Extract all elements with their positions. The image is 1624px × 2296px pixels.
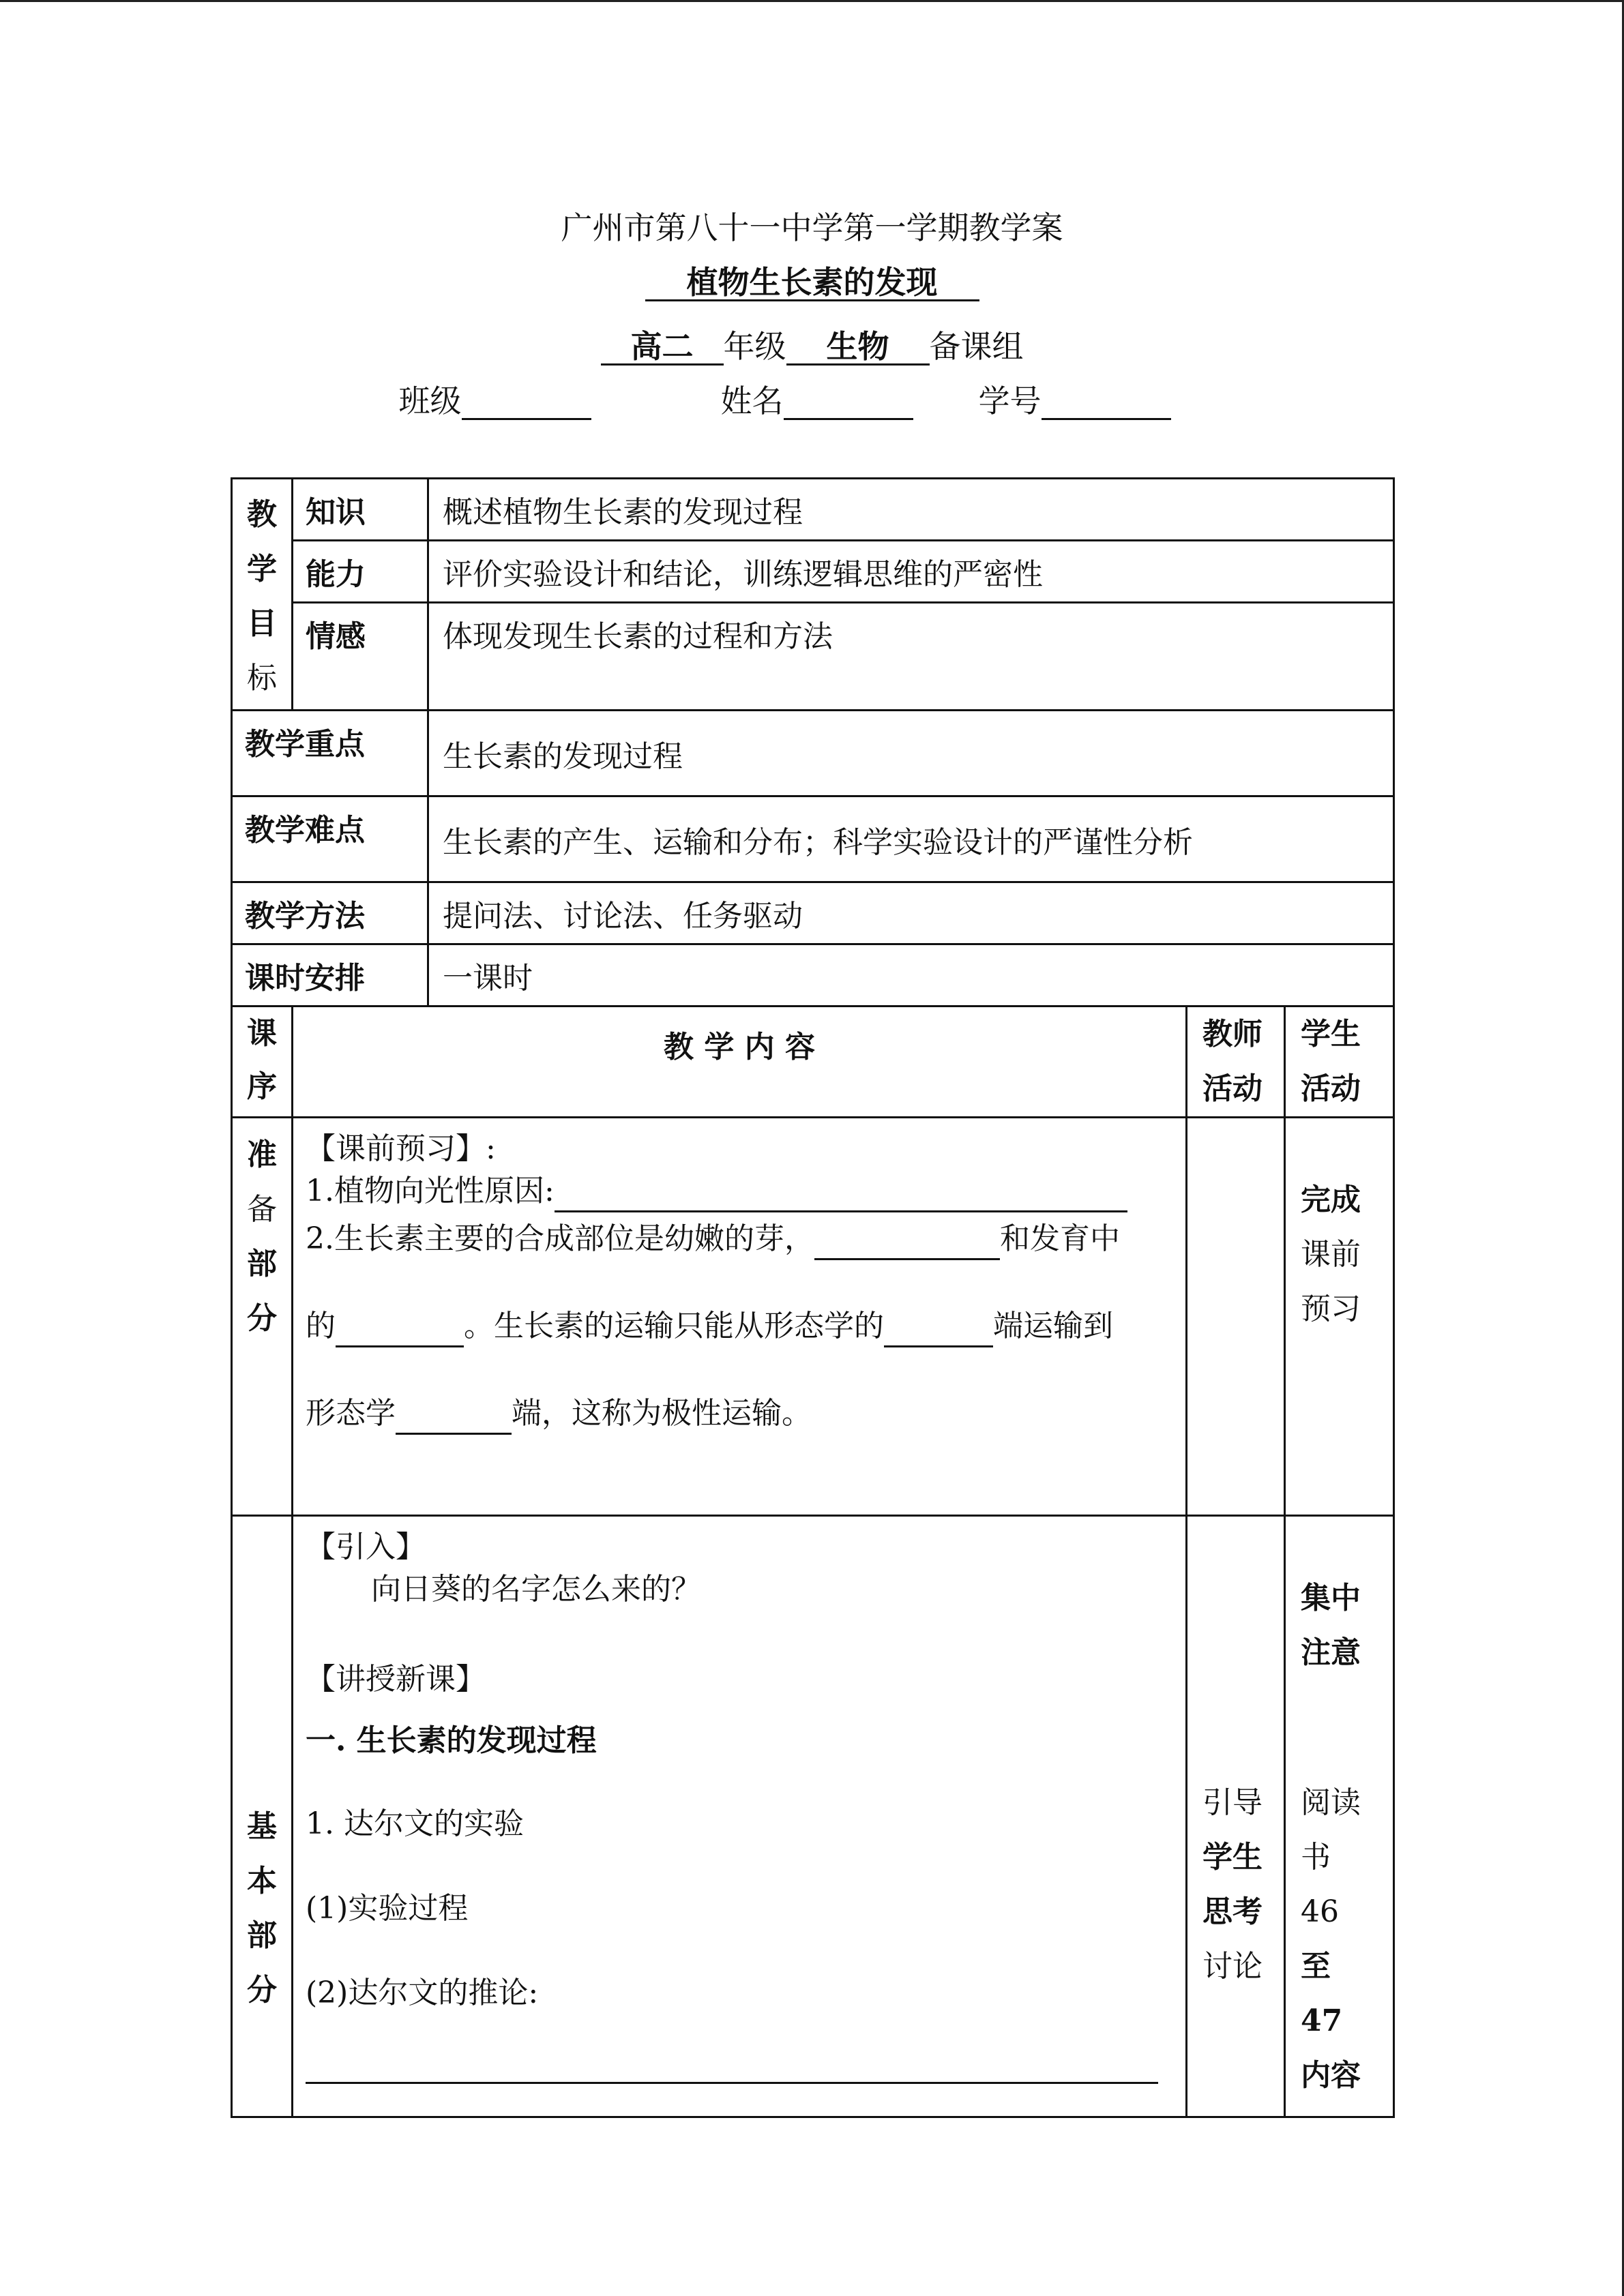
id-label: 学号 <box>978 383 1042 419</box>
class-label: 班级 <box>398 383 462 419</box>
answer-line-darwin[interactable] <box>306 2042 1173 2084</box>
item-1-title: 1. 达尔文的实验 <box>306 1806 524 1841</box>
prep-section-row <box>232 1118 1394 1516</box>
difficulty-text: 生长素的产生、运输和分布；科学实验设计的严谨性分析 <box>428 796 1394 882</box>
name-field[interactable] <box>784 384 913 420</box>
column-header-row <box>232 1007 1394 1118</box>
method-row <box>232 882 1394 944</box>
method-text: 提问法、讨论法、任务驱动 <box>428 882 1394 944</box>
prep-heading: 【课前预习】: <box>306 1131 496 1166</box>
order-header: 课序 <box>232 1007 293 1118</box>
basic-section-label: 基 本 部 分 <box>232 1516 293 2117</box>
objective-text-emotion: 体现发现生长素的过程和方法 <box>428 603 1394 711</box>
prep-section-label: 准 备 部 分 <box>232 1118 293 1516</box>
section-1-title: 一. 生长素的发现过程 <box>306 1723 597 1758</box>
answer-blank-2[interactable] <box>814 1228 1000 1260</box>
intro-heading: 【引入】 <box>306 1530 426 1564</box>
key-point-label: 教学重点 <box>232 711 428 796</box>
school-title: 广州市第八十一中学第一学期教学案 <box>561 209 1063 246</box>
student-activity-header: 学生活动 <box>1285 1007 1394 1118</box>
prep-question-2-line-2: 的 。生长素的运输只能从形态学的 端运输到 <box>306 1305 1173 1347</box>
answer-blank-4[interactable] <box>884 1315 993 1347</box>
schedule-label: 课时安排 <box>232 944 428 1007</box>
prep-question-2-line-3: 形态学 端，这称为极性运输。 <box>306 1392 1173 1435</box>
method-label: 教学方法 <box>232 882 428 944</box>
basic-student-activity: 集中 注意 阅读 书 46 至 47 内容 <box>1285 1516 1394 2117</box>
prep-section-content <box>293 1118 1187 1516</box>
prep-question-2-line-1: 2.生长素主要的合成部位是幼嫩的芽， 和发育中 <box>306 1218 1173 1260</box>
page-border-top <box>0 0 1624 2</box>
intro-question: 向日葵的名字怎么来的？ <box>371 1572 701 1607</box>
basic-section-row <box>232 1516 1394 2117</box>
id-field[interactable] <box>1042 384 1171 420</box>
name-label: 姓名 <box>720 383 784 419</box>
difficulty-label: 教学难点 <box>232 796 428 882</box>
prep-teacher-activity <box>1187 1118 1285 1516</box>
lesson-title-text: 植物生长素的发现 <box>645 265 979 301</box>
prep-student-activity: 完成 课前 预习 <box>1285 1118 1394 1516</box>
lesson-title <box>0 263 1624 301</box>
lesson-plan-table <box>231 477 1395 2118</box>
basic-section-content <box>293 1516 1187 2117</box>
objective-text-ability: 评价实验设计和结论，训练逻辑思维的严密性 <box>428 541 1394 603</box>
group-suffix: 备课组 <box>929 328 1024 365</box>
subject-value: 生物 <box>786 329 930 366</box>
objective-row-ability <box>232 541 1394 603</box>
item-1-2: (2)达尔文的推论: <box>306 1976 539 2010</box>
grade-suffix: 年级 <box>723 328 786 365</box>
grade-line <box>0 327 1624 366</box>
answer-blank-3[interactable] <box>336 1315 464 1347</box>
item-1-1: (1)实验过程 <box>306 1891 469 1926</box>
objective-label-knowledge: 知识 <box>293 479 428 541</box>
objective-row-emotion <box>232 603 1394 711</box>
new-lesson-heading: 【讲授新课】 <box>306 1662 486 1697</box>
key-point-text: 生长素的发现过程 <box>428 711 1394 796</box>
student-info-line <box>0 382 1597 420</box>
schedule-row <box>232 944 1394 1007</box>
answer-blank-5[interactable] <box>396 1403 512 1435</box>
prep-question-1: 1.植物向光性原因: <box>306 1170 1173 1212</box>
key-point-row <box>232 711 1394 796</box>
objectives-category: 教 学 目 标 <box>232 479 293 711</box>
teacher-activity-header: 教师活动 <box>1187 1007 1285 1118</box>
objective-text-knowledge: 概述植物生长素的发现过程 <box>428 479 1394 541</box>
objective-row-knowledge <box>232 479 1394 541</box>
class-field[interactable] <box>462 384 591 420</box>
grade-value: 高二 <box>601 329 724 366</box>
answer-blank-1[interactable] <box>555 1180 1127 1212</box>
schedule-text: 一课时 <box>428 944 1394 1007</box>
difficulty-row <box>232 796 1394 882</box>
objective-label-emotion: 情感 <box>293 603 428 711</box>
basic-teacher-activity: 引导 学生 思考 讨论 <box>1187 1516 1285 2117</box>
content-header: 教 学 内 容 <box>293 1007 1187 1118</box>
objective-label-ability: 能力 <box>293 541 428 603</box>
